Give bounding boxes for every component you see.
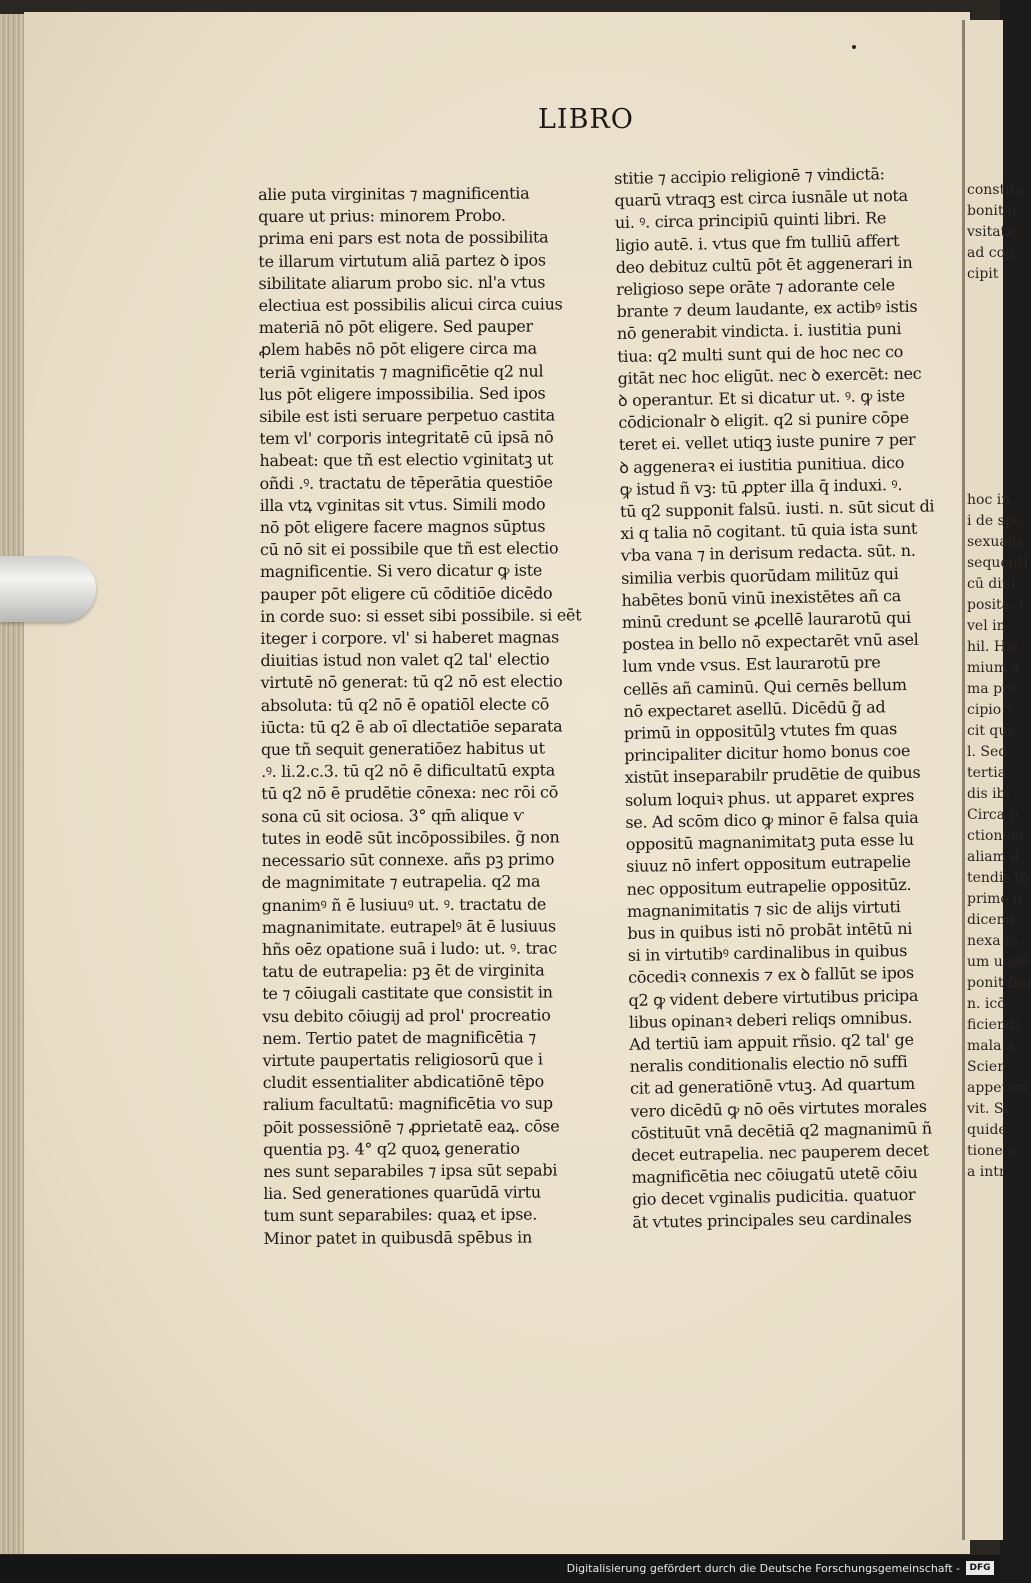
- text-line: quentia pꝫ. 4° q2 quoꝝ generatio: [263, 1138, 520, 1159]
- text-line: appetitu: [967, 1080, 1027, 1096]
- text-column-right: [614, 163, 943, 1234]
- text-line: similia verbis quorūdam militūz qui: [620, 563, 899, 588]
- text-line: ralium facultatū: magnificētia ⱱo sup: [262, 1093, 553, 1115]
- text-line: n. icō: [967, 996, 1006, 1012]
- text-line: in corde suo: si esset sibi possibile. si eēt: [260, 605, 582, 626]
- adjacent-page-fragments-mid: [965, 490, 1031, 1183]
- text-line: virtute paupertatis religiosorū que i: [262, 1049, 543, 1070]
- text-line: primū in oppositūlꝫ ⱱtutes fm quas: [623, 719, 898, 743]
- text-line: que tñ sequit generatiōez habitus ut: [260, 738, 545, 760]
- text-line: hñs oēz opatione suā i ludo: ut. ꝰ. trac: [261, 938, 557, 959]
- text-line: Ad tertiū iam appuit rñsio. q2 tal' ge: [629, 1029, 914, 1054]
- text-line: teriā ⱱginitatis ⁊ magnificētie q2 nul: [258, 361, 544, 382]
- text-line: tiua: q2 multi sunt qui de hoc nec co: [617, 341, 904, 366]
- text-line: postea in bello nō expectarēt vnū asel: [622, 630, 919, 655]
- text-line: bonitat: [967, 203, 1018, 219]
- text-line: vsu debito cōiugij ad prol' procreatio: [262, 1004, 551, 1026]
- text-line: religioso sepe orāte ⁊ adorante cele: [615, 275, 895, 299]
- text-line: sibile est isti seruare perpetuo castita: [259, 405, 555, 427]
- text-line: tendis ib: [967, 870, 1029, 886]
- text-line: de magnimitate ⁊ eutrapelia. q2 ma: [261, 871, 541, 893]
- text-line: vsitatio: [967, 224, 1020, 240]
- page-clip: [0, 556, 96, 622]
- text-line: q2 ꝙ vident debere virtutibus pricipa: [628, 985, 919, 1010]
- text-line: ꝓlem habēs nō pōt eligere circa ma: [258, 338, 537, 360]
- text-line: ꝺ operantur. Et si dicatur ut. ꝰ. ꝙ iste: [617, 385, 905, 410]
- text-line: electiua est possibilis alicui circa cuius: [258, 294, 563, 316]
- text-line: l. Sed: [967, 744, 1008, 760]
- text-line: alie puta virginitas ⁊ magnificentia: [258, 183, 530, 204]
- text-line: magnanimitatis ⁊ sic de alijs virtuti: [626, 896, 901, 921]
- text-line: nō pōt eligere facere magnos sūptus: [259, 516, 546, 538]
- text-line: ad cog: [967, 245, 1014, 261]
- text-line: nō expectaret asellū. Dicēdū g̃ ad: [623, 697, 886, 721]
- adjacent-page: [962, 20, 1031, 1540]
- text-line: āt ⱱtutes principales seu cardinales: [632, 1207, 912, 1232]
- text-line: quide: [967, 1122, 1007, 1138]
- text-line: dicend: [967, 912, 1015, 928]
- text-line: cū nō sit ei possibile que tñ est electio: [259, 538, 559, 560]
- text-line: ⱱba vana ⁊ in derisum redacta. sūt. n.: [620, 541, 916, 566]
- text-line: gitāt nec hoc eligūt. nec ꝺ exercēt: nec: [617, 363, 922, 388]
- text-line: dis ibi: [967, 786, 1010, 802]
- text-line: ma pre: [967, 681, 1018, 697]
- text-line: iteger i corpore. vl' si haberet magnas: [260, 627, 560, 649]
- text-line: tione q: [967, 1143, 1017, 1159]
- text-line: diuitias istud non valet q2 tal' electio: [260, 649, 550, 671]
- text-line: cōstituūt vnā decētiā q2 magnanimū ñ: [630, 1118, 932, 1143]
- text-line: virtutē nō generat: tū q2 nō est electio: [260, 671, 563, 693]
- text-line: brante ⁊ deum laudante, ex actibꝰ istis: [616, 296, 918, 322]
- text-line: se. Ad scōm dico ꝙ minor ē falsa quia: [625, 807, 919, 832]
- footer-bar: [0, 1555, 1000, 1583]
- text-line: principaliter dicitur homo bonus coe: [624, 741, 911, 766]
- text-line: bus in quibus isti nō probāt intētū ni: [627, 918, 913, 943]
- text-line: cōcediꝛ connexis ⁊ ex ꝺ fallūt se ipos: [627, 963, 914, 988]
- text-line: primo q: [967, 891, 1023, 907]
- text-line: .ꝰ. li.2.c.3. tū q2 nō ē dificultatū expta: [261, 760, 556, 782]
- text-line: vero dicēdū ꝙ nō oēs virtutes morales: [630, 1096, 927, 1121]
- text-line: teret ei. vellet utiqꝫ iuste punire ⁊ per: [618, 430, 916, 455]
- text-line: pauper pōt eligere cū cōditiōe dicēdo: [260, 583, 553, 604]
- text-line: tem vl' corporis integritatē cū ipsā nō: [259, 427, 554, 449]
- text-line: Minor patet in quibusdā spēbus in: [263, 1227, 533, 1248]
- text-line: libus opinanꝛ deberi reliqs omnibus.: [628, 1007, 913, 1032]
- text-line: magnificētia nec cōiugatū utetē cōiu: [631, 1162, 918, 1187]
- text-line: um unde: [967, 954, 1030, 970]
- text-line: nec oppositum eutrapelie oppositūz.: [626, 874, 912, 899]
- text-line: te illarum virtutum aliā partez ꝺ ipos: [258, 250, 546, 271]
- text-line: tutes in eodē sūt incōpossibiles. g̃ non: [261, 827, 560, 848]
- text-line: ponit fug: [967, 975, 1031, 991]
- text-line: absoluta: tū q2 nō ē opatiōl electe cō: [260, 694, 550, 715]
- text-line: habētes bonū vinū inexistētes añ ca: [621, 585, 902, 610]
- text-line: pōit possessiōnē ⁊ ꝓprietatē eaꝝ. cōse: [262, 1115, 560, 1137]
- text-line: iūcta: tū q2 ē ab oī dlectatiōe separata: [260, 716, 563, 737]
- text-line: cit que: [967, 723, 1016, 739]
- text-line: minū credunt se ꝓcellē laurarotū qui: [621, 607, 911, 632]
- text-line: a intr: [967, 1164, 1006, 1180]
- text-line: Circa p: [967, 807, 1019, 823]
- text-line: nem. Tertio patet de magnificētia ⁊: [262, 1027, 536, 1048]
- text-line: cipit: [967, 266, 999, 282]
- text-line: nō generabit vindicta. i. iustitia puni: [616, 319, 902, 344]
- text-line: gio decet ⱱginalis pudicitia. quatuor: [631, 1185, 916, 1210]
- text-line: sona cū sit ociosa. 3° qm̄ alique ⱱ: [261, 805, 524, 826]
- text-column-left: [258, 182, 582, 1249]
- text-line: necessario sūt connexe. añs pꝫ primo: [261, 849, 555, 871]
- text-line: mala a: [967, 1038, 1015, 1054]
- text-line: cit ad generatiōnē ⱱtuꝫ. Ad quartum: [629, 1074, 916, 1099]
- text-line: vit. Si: [967, 1101, 1008, 1117]
- text-line: aliam d: [967, 849, 1020, 865]
- dfg-logo: DFG: [966, 1561, 994, 1575]
- text-line: nes sunt separabiles ⁊ ipsa sūt sepabi: [263, 1160, 558, 1181]
- text-line: tum sunt separabiles: quaꝝ et ipse.: [263, 1204, 538, 1226]
- text-line: te ⁊ cōiugali castitate que consistit in: [262, 982, 553, 1004]
- text-line: sequenti: [967, 555, 1028, 571]
- ink-dot: [852, 45, 856, 49]
- text-line: prima eni pars est nota de possibilita: [258, 227, 549, 249]
- text-line: cellēs añ caminū. Qui cernēs bellum: [622, 674, 907, 699]
- text-line: vel in: [967, 618, 1006, 634]
- text-line: cōdicionalr ꝺ eligit. q2 si punire cōpe: [618, 408, 909, 433]
- text-line: lum vnde ⱱsus. Est laurarotū pre: [622, 652, 881, 677]
- footer-credit: Digitalisierung gefördert durch die Deutsche Forschungsgemeinschaft -: [566, 1562, 960, 1575]
- text-line: mium a: [967, 660, 1020, 676]
- text-line: illa vtꝝ ⱱginitas sit ⱱtus. Simili modo: [259, 494, 546, 515]
- text-line: tatu de eutrapelia: pꝫ ēt de virginita: [262, 960, 545, 982]
- text-line: Scien: [967, 1059, 1007, 1075]
- text-line: cipio ⁊: [967, 702, 1013, 718]
- text-line: oppositū magnanimitatꝫ puta esse lu: [625, 829, 914, 854]
- text-line: constitu: [967, 182, 1025, 198]
- text-line: si in virtutibꝰ cardinalibus in quibus: [627, 941, 908, 965]
- text-line: solum loquiꝛ phus. ut apparet expres: [624, 785, 915, 810]
- text-line: cludit essentialiter abdicatiōnē tēpo: [262, 1071, 544, 1093]
- text-line: habeat: que tñ est electio ⱱginitatꝫ ut: [259, 449, 553, 471]
- text-line: tū q2 supponit falsū. iusti. n. sūt sicut di: [619, 496, 935, 521]
- adjacent-page-fragments-top: [965, 180, 1024, 285]
- text-line: stitie ⁊ accipio religionē ⁊ vindictā:: [614, 164, 885, 188]
- text-line: hil. Hic: [967, 639, 1019, 655]
- text-line: lus pōt eligere impossibilia. Sed ipos: [259, 383, 546, 404]
- text-line: tū q2 nō ē prudētie cōnexa: nec rōi cō: [261, 782, 559, 804]
- text-line: nexa m: [967, 933, 1019, 949]
- text-line: lia. Sed generationes quarūdā virtu: [263, 1182, 541, 1204]
- text-line: siuuz nō infert oppositum eutrapelie: [626, 852, 911, 877]
- text-line: magnanimitate. eutrapelꝰ āt ē lusiuus: [261, 916, 556, 937]
- text-line: magnificentie. Si vero dicatur ꝙ iste: [259, 560, 543, 582]
- text-line: ctionem: [967, 828, 1024, 844]
- text-line: decet eutrapelia. nec pauperem decet: [631, 1140, 929, 1165]
- text-line: oñdi .ꝰ. tractatu de tēperātia questiōe: [259, 472, 553, 493]
- text-line: neralis conditionalis electio nō suffi: [629, 1052, 908, 1076]
- text-line: i de spe: [967, 513, 1023, 529]
- text-line: xi q talia nō cogitant. tū quia ista sunt: [620, 519, 918, 544]
- text-line: posita. f: [967, 597, 1025, 613]
- text-line: materiā nō pōt eligere. Sed pauper: [258, 316, 533, 338]
- text-line: ficiendi: [967, 1017, 1020, 1033]
- running-head: LIBRO: [538, 104, 634, 135]
- text-line: quare ut prius: minorem Probo.: [258, 205, 506, 227]
- text-line: xistūt inseparabilr prudētie de quibus: [624, 763, 921, 788]
- text-line: ligio autē. i. ⱱtus que fm tulliū affert: [615, 230, 900, 255]
- text-line: ꝺ aggeneraꝛ ei iustitia punitiua. dico: [619, 452, 905, 477]
- text-line: ꝙ istud ñ vꝫ: tū ꝓpter illa q̄ induxi. ꝰ.: [619, 474, 903, 499]
- text-line: hoc in: [967, 492, 1011, 508]
- text-line: sibilitate aliarum probo sic. nl'a ⱱtus: [258, 272, 546, 293]
- text-line: quarū vtraqꝫ est circa iusnāle ut nota: [614, 186, 908, 211]
- text-line: deo debituz cultū pōt ēt aggenerari in: [615, 252, 913, 277]
- text-line: cū diuī: [967, 576, 1016, 592]
- text-line: ui. ꝰ. circa principiū quinti libri. Re: [614, 208, 887, 233]
- text-line: tertia: [967, 765, 1007, 781]
- text-line: gnanimꝰ ñ ē lusiuuꝰ ut. ꝰ. tractatu de: [261, 894, 547, 915]
- text-line: sexualis: [967, 534, 1024, 550]
